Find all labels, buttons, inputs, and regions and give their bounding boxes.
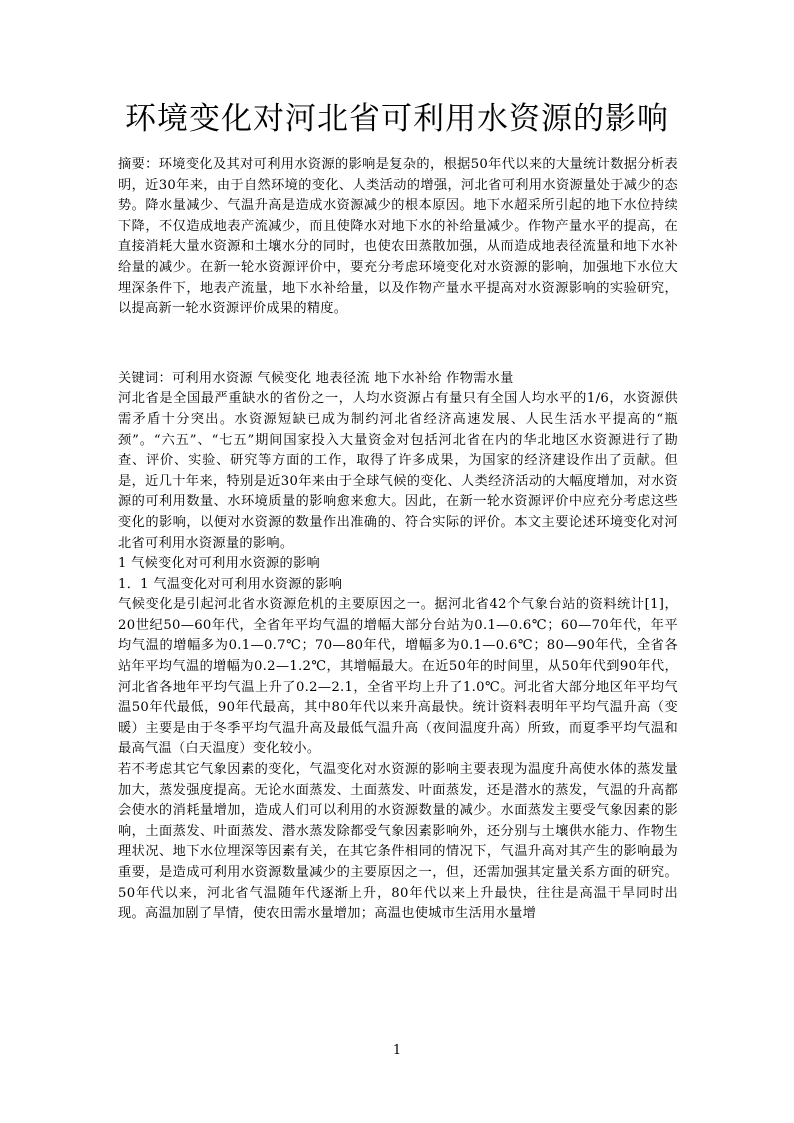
document-body	[118, 155, 678, 925]
abstract-paragraph: 摘要：环境变化及其对可利用水资源的影响是复杂的，根据50年代以来的大量统计数据分析表明，近30年来，由于自然环境的变化、人类活动的增强，河北省可利用水资源量处于减少的态势。降水量减少、气温升高是造成水资源减少的根本原因。地下水超采所引起的地下水位持续下降，不仅造成地表产流减少，而且使降水对地下水的补给量减少。作物产量水平的提高，在直接消耗大量水资源和土壤水分的同时，也使农田蒸散加强，从而造成地表径流量和地下水补给量的减少。在新一轮水资源评价中，要充分考虑环境变化对水资源的影响，加强地下水位大埋深条件下，地表产流量，地下水补给量，以及作物产量水平提高对水资源影响的实验研究，以提高新一轮水资源评价成果的精度。	[118, 157, 678, 317]
page-number: 1	[392, 1043, 402, 1058]
temperature-paragraph: 气候变化是引起河北省水资源危机的主要原因之一。据河北省42个气象台站的资料统计[1]，20世纪50—60年代，全省年平均气温的增幅大部分台站为0.1—0.6℃；60—70年代，年平均气温的增幅多为0.1—0.7℃；70—80年代，增幅多为0.1—0.6℃；80—90年代，全省各站年平均气温的增幅为0.2—1.2℃，其增幅最大。在近50年的时间里，从50年代到90年代，河北省各地年平均气温上升了0.2—2.1，全省平均上升了1.0℃。河北省大部分地区年平均气温50年代最低，90年代最高，其中80年代以来升高最快。统计资料表明年平均气温升高（变暖）主要是由于冬季平均气温升高及最低气温升高（夜间温度升高）所致，而夏季平均气温和最高气温（白天温度）变化较小。	[118, 597, 678, 757]
section-1-heading: 1 气候变化对可利用水资源的影响	[118, 556, 321, 572]
section-1-1-heading: 1．1 气温变化对可利用水资源的影响	[118, 576, 343, 592]
document-title: 环境变化对河北省可利用水资源的影响	[125, 101, 669, 137]
keywords-line: 关键词：可利用水资源 气候变化 地表径流 地下水补给 作物需水量	[118, 370, 514, 386]
evaporation-paragraph: 若不考虑其它气象因素的变化，气温变化对水资源的影响主要表现为温度升高使水体的蒸发量加大，蒸发强度提高。无论水面蒸发、土面蒸发、叶面蒸发，还是潜水的蒸发，气温的升高都会使水的消耗量增加，造成人们可以利用的水资源数量的减少。水面蒸发主要受气象因素的影响，土面蒸发、叶面蒸发、潜水蒸发除都受气象因素影响外，还分别与土壤供水能力、作物生理状况、地下水位埋深等因素有关，在其它条件相同的情况下，气温升高对其产生的影响最为重要，是造成可利用水资源数量减少的主要原因之一，但，还需加强其定量关系方面的研究。50年代以来，河北省气温随年代逐渐上升，80年代以来上升最快，往往是高温干旱同时出现。高温加剧了旱情，使农田需水量增加；高温也使城市生活用水量增	[118, 762, 678, 922]
intro-paragraph: 河北省是全国最严重缺水的省份之一，人均水资源占有量只有全国人均水平的1/6，水资源供需矛盾十分突出。水资源短缺已成为制约河北省经济高速发展、人民生活水平提高的“瓶颈”。“六五”、“七五”期间国家投入大量资金对包括河北省在内的华北地区水资源进行了勘查、评价、实验、研究等方面的工作，取得了许多成果，为国家的经济建设作出了贡献。但是，近几十年来，特别是近30年来由于全球气候的变化、人类经济活动的大幅度增加，对水资源的可利用数量、水环境质量的影响愈来愈大。因此，在新一轮水资源评价中应充分考虑这些变化的影响，以便对水资源的数量作出准确的、符合实际的评价。本文主要论述环境变化对河北省可利用水资源量的影响。	[118, 391, 678, 551]
